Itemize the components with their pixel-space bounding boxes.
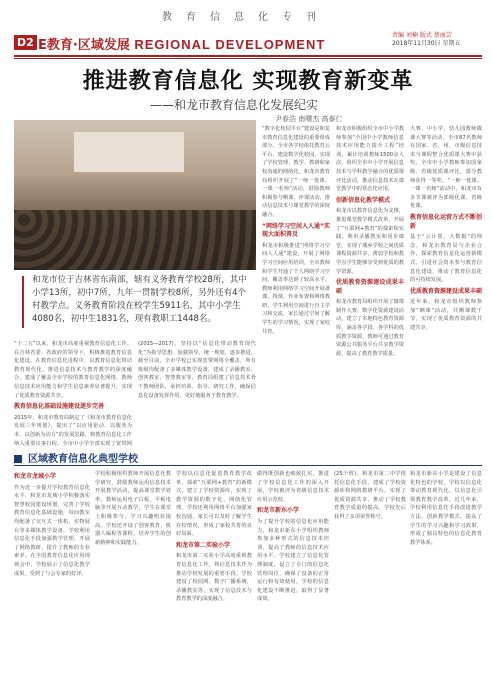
editor-line: 责编 刘楠 版式 蔡丽芸: [392, 32, 452, 39]
paragraph: “数字化校园平台”建设是和龙市教育信息化建设的重要组成部分。全市各学校依托教育云平台，建设数字化校园，实现了学校管理、教学、教研和家校沟通的网络化。和龙市教育局组织开展了“一师一优课、一课一名师”活动，鼓励教师积极参与晒课、评课活动，推动信息技术与课堂教学的深度融合。: [262, 126, 330, 218]
caption-bar: [22, 276, 24, 328]
s2-column-4: [257, 470, 329, 685]
paragraph: 作为近一步提升学校教育信息化水平，和龙市龙城小学积极落实智慧校园建设规划，完善了学校教育信息化基础设施，每间教室均配备了交互式一体机、实物展台等多媒体教学设备。学校利用信息化手段加强教学管理，开展了网络教研，提升了教师的专业素养。在全国教育信息化应用现场会中，学校展示了信息化教学成果，受到了与会专家的好评。: [14, 484, 90, 577]
paragraph: 和龙市第二实验小学高度重视教育信息化工作，将信息技术作为推动学校发展的重要手段。学校建设了校园网、数字广播系统、录播教室等，实现了信息技术与教育教学的深度融合。: [176, 553, 252, 603]
paragraph: 为了提升学校的信息化应用能力，和龙市新东小学组织教师参加多种形式的信息技术培训，提高了教师的信息技术应用水平。学校建立了信息化管理制度，设立了专门的信息化管理岗位，确保了设备的正常运行和有效使用。学校的信息化建设不断推进，取得了显著成效。: [257, 518, 329, 603]
article-photo: [14, 120, 256, 270]
page-header: [14, 32, 482, 54]
section-title-en: REGIONAL DEVELOPMENT: [134, 37, 326, 52]
column-mid: [262, 125, 330, 448]
paragraph: 基于“云计算、大数据”的理念，和龙市教育局与企业合作，探索教育信息化运营新模式，引进社会资本参与教育信息化建设，推动了教育信息化的可持续发展。: [410, 234, 482, 284]
section2-rule: [14, 465, 482, 466]
caption-text: 和龙市位于吉林省东南部，辖有义务教育学校28所，其中小学13所，初中7所，九年一贯制学校8所，另外还有4个村教学点。义务教育阶段在校学生5911名，其中小学生4080名，初中生1831名，现有教职工1448名。: [32, 275, 247, 324]
section2-title-text: 区域教育信息化典型学校: [28, 454, 138, 465]
s2-column-5: [334, 470, 406, 685]
subheading: 创新信息化教学模式: [336, 196, 391, 204]
paragraph: 学校以信息化促进教育教学改革，探索“互联网+教育”的新模式，建立了学校资源库，实现了教学资源的数字化、网络化管理。学校还利用网络平台加强家校沟通，家长可以及时了解学生在校情况，形成了家校共育的良好局面。: [176, 471, 252, 538]
paragraph: 和龙市积极组织全市中小学教师参加“全国中小学教师信息技术应用能力提升工程”培训，累计培训教师1500余人次，组织全市中小学开展信息技术与学科教学融合的优质课评比活动，推动信息技术在课堂教学中的常态化应用。: [336, 126, 404, 193]
s2-column-3: [176, 470, 252, 685]
issue-meta: [392, 32, 482, 48]
section-title-cn: E教育·区域发展: [38, 38, 130, 53]
paragraph: 和龙市教育局组织开展了微课制作大赛、数字化资源建设活动，建立了本地特色教育资源库，涵盖各学段、各学科的优质教学资源，教师可通过教育资源公共服务平台共享教学资源，提高了教育教学质量。: [336, 299, 404, 357]
article-subhead: ——和龙市教育信息化发展纪实: [150, 98, 319, 112]
paragraph: 和龙市积极推进“网络学习空间人人通”建设，开展了网络学习空间应用培训，全市教师和学生开通了个人网络学习空间，覆盖率达到了较高水平。教师利用网络学习空间开展备课、授课、作业布置和网络教研，学生利用空间进行自主学习和交流，家长通过空间了解学生的学习情况，实现了家校共育。: [262, 242, 330, 335]
column-right: [336, 125, 404, 448]
section2-marker-icon: [14, 455, 22, 463]
paragraph: 学校积极组织教师开展信息化教学研究，鼓励教师运用信息技术开展教学活动，提高课堂教学效率。教师运用电子白板、平板电脑等开展互动教学，学生在课堂上积极参与，学习兴趣明显提高。学校还开设了创客教育、机器人编程等课程，培养学生的创新精神和实践能力。: [95, 471, 171, 546]
page-number: D2: [14, 35, 37, 50]
subheading: 和龙市新东小学: [257, 507, 300, 515]
photo-audience: [14, 210, 256, 270]
paragraph: 和龙市以教育信息化为支撑，推进课堂教学模式改革，开展了“互联网+教育”的探索和实践。利用录播教室和同步课堂，实现了城乡学校之间优质课程资源共享，薄弱学校和教学点学生能够享受到优质的教学资源。: [336, 208, 404, 275]
paragraph: 和龙市新东小学是建设了信息化特色的学校，学校以信息化带动教育现代化，以信息化引领教育教学改革。近几年来，学校利用信息化手段改进教学方法，创新教学模式，提高了学生的学习兴趣和学习效果，形成了独具特色的信息化教育教学体系。: [410, 471, 482, 546]
top-banner: [0, 0, 492, 30]
subheading: “网络学习空间人人通”实现大面积普及: [262, 222, 330, 239]
subheading: 优质教育资源建设成果丰硕: [336, 279, 404, 295]
subheading: 教育信息化基础设施建设逐步完善: [14, 403, 105, 411]
s2-column-2: [95, 470, 171, 685]
paragraph: 近年来，和龙市组织教师参加“晒课”活动，共晒课数千节，实现了优质教育资源的共建共享。: [410, 299, 482, 332]
s2-column-1: [14, 470, 90, 685]
paragraph: 做得既创新也细致扎实，推进了学校信息化工作的深入开展，学校被评为省级信息技术应用示范校。: [257, 471, 329, 503]
subheading: 优质教育资源建设成果丰硕: [410, 287, 482, 295]
subheading: 和龙市第二实验小学: [176, 541, 231, 549]
section-title: [38, 34, 325, 53]
paragraph: (2015—2017)，坚持以“信息化带动教育现代化”为指导思想，加强领导，统一规划，逐步推进。截至目前，全市学校已实现宽带网络全覆盖，所有班级均配备了多媒体教学设备，建成了录播教室、创客教室、智慧教室等。教育局组建了信息技术骨干教师团队，承担培训、指导、研究工作，确保信息化设备发挥作用，更好地服务于教育教学。: [138, 341, 256, 399]
header-rule: [14, 55, 482, 57]
subheading: 教育信息化运营方式不断创新: [410, 213, 482, 230]
column-left-2: [138, 340, 256, 448]
paragraph: (25个班)，和龙市第二中学依托信息化手段，建成了学校资源库和网络教研平台，实现了优质资源共享，推动了学校教育教学质量的提高。学校先后获得了多项荣誉称号。: [334, 471, 406, 520]
photo-screen: [74, 132, 184, 172]
date-line: 2018年11月30日 星期五: [392, 40, 461, 47]
s2-column-6: [410, 470, 482, 685]
article-byline: 尹春浩 南曙杰 高泰仁: [275, 115, 343, 123]
section2-title: [14, 450, 482, 464]
paragraph: 大赛、中小学、幼儿园教师微课大赛等活动。全市87名教师在国家、省、州、市级信息技术与课程整合优质课大赛中获奖。全市中小学教师参加国家级、省级优质课评比，部分教师获得一等奖。“一师一优课、一课一名师”活动中，和龙市有多节课被评为部级优课、省级优课。: [410, 126, 482, 210]
banner-title: 教育信息化专刊: [162, 12, 330, 23]
column-left-1: [14, 340, 132, 448]
column-far-right: [410, 125, 482, 448]
paragraph: 2015年，和龙市教育局制定了《和龙市教育信息化发展三年规划》，提出了“以应用驱动、以服务为本、以创新为动力”的发展思路，将教育信息化工作纳入重要议事日程。全市中小学全部实现了宽带网: [14, 414, 132, 447]
article-headline: 推进教育信息化 实现教育新变革: [82, 69, 414, 94]
subheading: 和龙市龙城小学: [14, 473, 57, 480]
paragraph: “十二五”以来，和龙市高度重视教育信息化工作。在吉林省委、省政府的领导下，积极推进教育信息化建设。在教育信息化进程中，以教育信息化带动教育现代化，推进信息技术与教育教学的深度融合，建成了覆盖全市学校的教育信息化网络，教师信息技术应用能力和学生信息素养显著提升，实现了优质教育资源共享。: [14, 341, 132, 399]
header-rule-thin: [14, 58, 482, 59]
